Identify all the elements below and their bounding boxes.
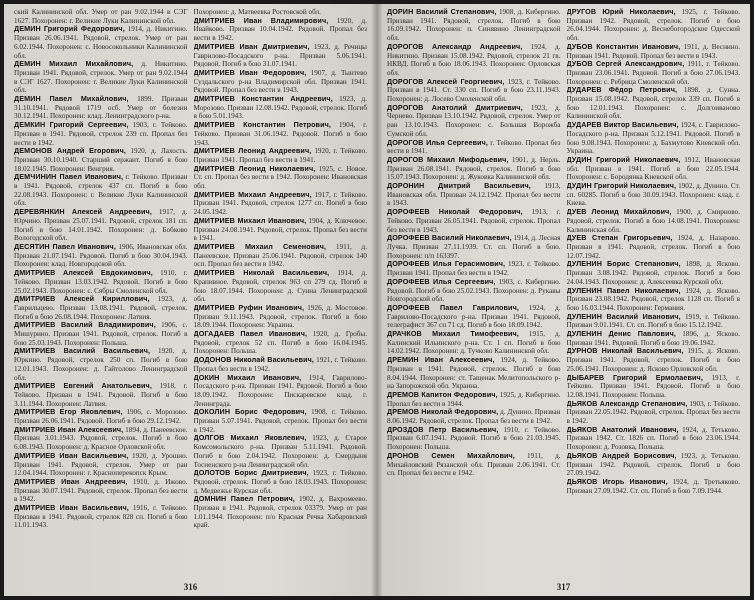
record-details: д. Никитино. Призван 1941. Рядовой, стрелок. Умер от ран 9.02.1944 в СЭГ 1627. Похоронен: г. Великие Луки Калининской обл. bbox=[14, 60, 188, 95]
record-entry bbox=[194, 408, 368, 434]
record-name: ДОРОНИН Дмитрий Васильевич, bbox=[387, 181, 531, 191]
record-entry bbox=[14, 243, 188, 269]
record-name: ДОРОГОВ Анатолий Дмитриевич, bbox=[387, 102, 523, 112]
record-name: ДОЛГОВ Михаил Яковлевич, bbox=[193, 433, 307, 443]
record-details: 1898, д. Ясково. Призван 3.08.1942. Рядовой, стрелок. Погиб в бою 24.04.1943. Похоронен: д. Алексеевка Курской обл. bbox=[566, 260, 740, 286]
record-entry bbox=[14, 347, 188, 382]
record-entry bbox=[387, 391, 561, 408]
record-name: ДЬЯКОВ Андрей Борисович, bbox=[566, 450, 677, 460]
record-entry bbox=[194, 165, 368, 191]
record-details: 1904, г. Тейково. Призван 31.06.1942. Рядовой. Погиб в бою 1943. bbox=[193, 121, 367, 147]
record-name: ДМИТРИЕВ Иван Васильевич, bbox=[14, 503, 129, 513]
record-entry bbox=[194, 191, 368, 217]
record-details: 1906, Ивановская обл. Призван 21.07.1941. Рядовой. Погиб в бою 30.04.1943. Похоронен: клад. Новгородской обл. bbox=[14, 242, 188, 269]
record-entry bbox=[14, 504, 188, 530]
record-details: Похоронен: д. Матвеевка Ростовской обл. bbox=[193, 8, 321, 16]
record-name: ДЬЯКОВ Анатолий Иванович, bbox=[566, 424, 679, 434]
record-name: ДМИТРИЕВ Леонид Николаевич, bbox=[193, 163, 316, 173]
record-name: ДМИТРИЕВ Иван Владимирович, bbox=[193, 15, 329, 25]
record-entry bbox=[387, 356, 561, 391]
record-entry bbox=[567, 8, 741, 43]
record-details: 1904, д. Ключевое. Призван 24.08.1941. Рядовой, стрелок. Пропал без вести в 1941. bbox=[193, 216, 367, 243]
record-entry bbox=[194, 434, 368, 469]
record-name: ДРЕМИН Иван Алексеевич, bbox=[387, 355, 495, 365]
record-name: ДЕМКИН Григорий Сергеевич, bbox=[14, 120, 129, 130]
record-details: 1917, г. Тейково. Призван 1941. Рядовой, стрелок 1277 сп. Погиб в бою 24.05.1942. bbox=[193, 190, 367, 217]
record-entry bbox=[567, 426, 741, 452]
record-name: ДОРОГОВ Алексей Георгиевич, bbox=[387, 76, 505, 86]
record-name: ДЕМИН Павел Михайлович, bbox=[14, 94, 129, 104]
record-entry bbox=[567, 330, 741, 347]
record-entry bbox=[14, 382, 188, 408]
record-name: ДУЕВ Леонид Михайлович, bbox=[566, 207, 672, 217]
record-details: 1908, г. Тейково. Призван 5.07.1941. Рядовой, стрелок. Пропал без вести в 1942. bbox=[193, 408, 367, 434]
record-name: ДОРОФЕЕВ Илья Герасимович, bbox=[387, 259, 506, 269]
record-details: 1924, д. Тейково. Призван в 1941. Рядовой, стрелок. Погиб в бою 8.04.1944. Похоронен: ст. Тащенак Мелитопольского р-на Запорожской обл. Украина. bbox=[387, 356, 561, 391]
record-name: ДРУГОВ Юрий Николаевич, bbox=[566, 8, 676, 16]
record-name: ДМИТРИЕВ Николай Васильевич, bbox=[193, 268, 330, 278]
record-details: г. Тейково. Пропал без вести в 1941. bbox=[387, 138, 561, 156]
record-details: 1899. Призван 31.10.1941. Рядовой 1719 осб. Умер от болезни 30.12.1941. Похоронен: клад. Ленинградского р-на. bbox=[14, 95, 188, 121]
record-entry bbox=[387, 156, 561, 182]
record-entry bbox=[194, 217, 368, 243]
record-name: ДУЛЕНИН Василий Иванович, bbox=[566, 311, 681, 321]
record-entry bbox=[567, 121, 741, 156]
record-details: 1923, д. Гаврильцево. Призван 13.08.1941. Рядовой, стрелок. Погиб в бою 26.08.1944. Похоронен: Латвия. bbox=[14, 295, 188, 321]
record-details: 1923, г. Тейково. Рядовой, стрелок. Погиб в бою 18.03.1943. Похоронен: д. Медвежье Курская обл. bbox=[193, 469, 367, 495]
left-page bbox=[4, 4, 377, 596]
record-name: ДМИТРИЕВ Михаил Иванович, bbox=[193, 215, 307, 225]
record-details: 1914, д. Крапивное. Рядовой, стрелок 963 сп 279 сд. Погиб в бою 18.07.1944. Похоронен: д. Сунна Ленинградской обл. bbox=[193, 269, 367, 304]
record-name: ДОРОФЕЕВ Николай Федорович, bbox=[387, 207, 523, 217]
record-entry bbox=[567, 287, 741, 313]
record-details: 1921, г. Тейково. Пропал без вести в 1942. bbox=[193, 356, 367, 373]
page-number: 317 bbox=[556, 582, 571, 592]
record-name: ДМИТРИЕВ Иван Алексеевич, bbox=[14, 424, 124, 434]
record-details: 1926, д. Мостовое. Призван 9.11.1943. Рядовой, стрелок. Погиб в бою 18.09.1944. Похоронен: Украина. bbox=[193, 303, 367, 330]
record-entry bbox=[194, 304, 368, 330]
gutter-shadow bbox=[377, 4, 383, 596]
record-name: ДМИТРИЕВ Михаил Семенович, bbox=[193, 241, 327, 251]
record-name: ДМИТРИЕВ Леонид Андреевич, bbox=[193, 146, 312, 156]
record-entry bbox=[567, 43, 741, 60]
record-details: 1924, д. Тетьково. Призван 1942. Ст. 1826 сп. Погиб в бою 23.06.1944. Похоронен: д. Розовка, Польша. bbox=[566, 425, 740, 452]
record-name: ДОРОГОВ Александр Андреевич, bbox=[387, 41, 523, 51]
record-entry bbox=[14, 25, 188, 60]
record-name: ДМИТРИЕВ Алексей Евдокимович, bbox=[14, 268, 153, 278]
record-details: 1906, с. Морозово. Призван 26.06.1941. Рядовой. Погиб в бою 29.12.1942. bbox=[14, 408, 188, 426]
record-name: ДОМНИН Павел Петрович, bbox=[193, 494, 295, 504]
record-entry bbox=[14, 95, 188, 121]
record-details: 1923, д. Морозово. Призван 12.08.1942. Рядовой, стрелок. Погиб в бою 5.01.1943. bbox=[193, 95, 367, 121]
left-column-1 bbox=[14, 8, 188, 578]
record-entry bbox=[567, 400, 741, 426]
record-entry bbox=[14, 8, 188, 25]
record-details: 1916, г. Тейково. Призван в 1941. Рядовой, стрелок 828 сп. Погиб в бою 11.01.1943. bbox=[14, 504, 188, 530]
record-details: 1923, д. Чернево. Призван 13.10.1942. Рядовой, стрелок. Умер от ран 13.10.1943. Похоронен: с. Большая Ворожба Сумской обл. bbox=[387, 103, 561, 138]
record-name: ДМИТРИЕВ Иван Васильевич, bbox=[14, 450, 129, 460]
record-entry bbox=[194, 469, 368, 495]
record-entry bbox=[567, 478, 741, 495]
record-entry bbox=[387, 260, 561, 277]
record-name: ДМИТРИЕВ Иван Дмитриевич, bbox=[193, 41, 310, 51]
record-name: ДЕМЧИНИН Павел Иванович, bbox=[14, 172, 124, 182]
record-name: ДЕМИН Михаил Михайлович, bbox=[14, 59, 134, 69]
record-name: ДРЕМОВ Капитон Федорович, bbox=[387, 389, 498, 399]
record-entry bbox=[14, 173, 188, 208]
record-entry bbox=[194, 147, 368, 164]
record-details: 1910, г. Тейково. Призван 13.03.1942. Рядовой. Погиб в бою 25.02.1943. Похоронен: с. Сябры Смоленской обл. bbox=[14, 269, 188, 295]
record-entry bbox=[194, 330, 368, 356]
record-details: 1920, д. Лахость. Призван 30.10.1940. Старший сержант. Погиб в бою 18.02.1945. Похоронен: Венгрия. bbox=[14, 147, 188, 173]
record-entry bbox=[194, 95, 368, 121]
record-entry bbox=[194, 17, 368, 43]
record-entry bbox=[14, 408, 188, 425]
record-entry bbox=[567, 86, 741, 121]
record-name: ДУДАРЕВ Виктор Васильевич, bbox=[566, 120, 679, 130]
record-entry bbox=[194, 374, 368, 409]
record-entry bbox=[567, 234, 741, 260]
record-details: 1894, д. Панеевское. Призван 3.01.1943. Рядовой, стрелок. Погиб в бою 6.08.1943. Похоронен: д. Красное Орловской обл. bbox=[14, 425, 188, 452]
book-spread bbox=[4, 4, 750, 596]
record-name: ДЬЯКОВ Александр Степанович, bbox=[566, 398, 688, 408]
record-name: ДЕМИН Григорий Федорович, bbox=[14, 24, 125, 34]
record-name: ДУДИН Григорий Николаевич, bbox=[566, 154, 681, 164]
record-entry bbox=[387, 208, 561, 234]
record-entry bbox=[387, 78, 561, 104]
record-entry bbox=[567, 347, 741, 373]
record-entry bbox=[387, 330, 561, 356]
right-column-2 bbox=[567, 8, 741, 578]
record-entry bbox=[567, 313, 741, 330]
left-page-columns bbox=[14, 8, 367, 578]
record-details: 1920, д. Гробы. Рядовой, стрелок 52 сп. Погиб в бою 16.04.1945. Похоронен: Польша. bbox=[193, 330, 367, 356]
record-entry bbox=[14, 478, 188, 504]
record-details: 1925, г. Тейково. Призван 1942. Рядовой, стрелок. Погиб в бою 26.04.1944. Похоронен: д. Веснебогородское Одесской обл. bbox=[566, 8, 740, 43]
record-entry bbox=[194, 43, 368, 69]
record-name: ДЕСЯТИН Павел Иванович, bbox=[14, 241, 116, 251]
record-details: 1924, д. Никитино. Призван 15.08.1942. Рядовой, стрелок 21 гв. НКВД. Погиб в бою 18.06.1943. Похоронен: Орловская обл. bbox=[387, 42, 561, 77]
record-details: 1924, д. Третьяково. Призван 27.09.1942. Ст. сп. Погиб в бою 7.09.1944. bbox=[566, 477, 740, 495]
record-name: ДОРОГОВ Илья Сергеевич, bbox=[387, 137, 488, 147]
record-details: 1900, д. Смирново. Рядовой, стрелок. Погиб в бою 14.08.1941. Похоронен: Калининская обл. bbox=[566, 208, 740, 234]
record-entry bbox=[567, 374, 741, 400]
record-details: г. Тейково. Призван в 1941. Рядовой, стрелок 437 сп. Погиб в бою 22.08.1943. Похоронен: г. Великие Луки Калининской обл. bbox=[14, 173, 188, 208]
record-details: 1923, д. Старое Комсомольского р-на. Призван 5.11.1941. Рядовой. Погиб в бою 2.04.1942. Похоронен: д. Смердыня Тосненского р-на Ленинградской обл. bbox=[193, 434, 367, 469]
record-name: ДРОЗДОВ Петр Васильевич, bbox=[387, 424, 499, 434]
record-name: ДОРОФЕЕВ Павел Гаврилович, bbox=[387, 302, 519, 312]
record-name: ДОРОФЕЕВ Илья Сергеевич, bbox=[387, 276, 496, 286]
record-name: ДРАЧКОВ Михаил Тимофеевич, bbox=[387, 329, 519, 339]
record-entry bbox=[387, 426, 561, 452]
record-name: ДУДАРЕВ Фёдор Петрович, bbox=[566, 85, 678, 95]
right-column-1 bbox=[387, 8, 561, 578]
record-details: ский Калининской обл. Умер от ран 9.02.1944 в СЭГ 1627. Похоронен: г. Великие Луки Калининской обл. bbox=[14, 8, 188, 25]
record-entry bbox=[387, 408, 561, 425]
record-entry bbox=[567, 452, 741, 478]
record-details: 1923, г. Тейково. Призван в 1941. Ст. 330 сп. Погиб в бою 23.11.1943. Похоронен: д. Лосево Смоленской обл. bbox=[387, 77, 561, 104]
record-name: ДОРОГОВ Михаил Мифодьевич, bbox=[387, 154, 509, 164]
record-name: ДМИТРИЕВ Егор Яковлевич, bbox=[14, 407, 123, 417]
record-entry bbox=[387, 304, 561, 330]
record-name: ДУЛЕНИН Борис Степанович, bbox=[566, 259, 681, 269]
record-name: ДУБОВ Константин Иванович, bbox=[566, 41, 681, 51]
record-name: ДМИТРИЕВ Евгений Анатольевич, bbox=[14, 381, 152, 391]
record-entry bbox=[14, 269, 188, 295]
record-details: 1920, д. Юркино. Рядовой, стрелок 250 сп. Погиб в бою 12.01.1943. Похоронен: д. Гайтолово Ленинградской обл. bbox=[14, 347, 188, 382]
record-name: ДОГАДАЕВ Павел Иванович, bbox=[193, 329, 308, 339]
record-name: ДМИТРИЕВ Василий Владимирович, bbox=[14, 320, 156, 330]
record-entry bbox=[387, 104, 561, 139]
record-details: 1906, с. Мишурино. Призван 1941. Рядовой, стрелок. Погиб в бою 25.03.1943. Похоронен: Польша. bbox=[14, 321, 188, 347]
record-details: 1907, д. Тынтево Суздальского р-на Владимирской обл. Призван 1941. Рядовой. Пропал без вести в 1943. bbox=[193, 68, 367, 95]
left-column-2 bbox=[194, 8, 368, 578]
record-details: 1924, д. Ясково. Призван 23.08.1942. Рядовой, стрелок 1128 сп. Погиб в бою 16.03.1944. Похоронен: Германия. bbox=[566, 286, 740, 312]
record-name: ДМИТРИЕВ Иван Федорович, bbox=[193, 67, 307, 77]
record-entry bbox=[387, 452, 561, 478]
record-entry bbox=[387, 8, 561, 43]
record-entry bbox=[14, 321, 188, 347]
record-entry bbox=[567, 260, 741, 286]
right-page-columns bbox=[387, 8, 740, 578]
record-details: 1913, г. Тейково. Призван 26.05.1941. Рядовой, стрелок. Пропал без вести в 1943. bbox=[387, 208, 561, 234]
record-details: 1919, г. Тейково. Призван 9.01.1941. Ст. сп. Погиб в бою 15.12.1942. bbox=[566, 312, 740, 330]
record-entry bbox=[14, 452, 188, 478]
record-details: 1914, д. Никитино. Призван 26.06.1941. Рядовой, стрелок. Умер от ран 6.02.1944. Похоронен: с. Новосокольники Калининской обл. bbox=[14, 25, 188, 60]
record-details: 1908, д. Кибергино. Призван 1941. Рядовой, стрелок. Погиб в бою 16.09.1942. Похоронен: п. Синявино Ленинградской обл. bbox=[387, 8, 561, 43]
record-name: ДОДОНОВ Николай Васильевич, bbox=[193, 355, 314, 365]
record-details: 1918, г. Тейково. Призван в 1941. Рядовой. Погиб в бою 3.11.1944. Похоронен: Латвия. bbox=[14, 382, 188, 408]
record-details: 1925, с. Новое. Ст. сп. Пропал без вести в 1942. Похоронен: Ивановская обл. bbox=[193, 164, 367, 191]
record-name: ДУБОВ Сергей Александрович, bbox=[566, 59, 685, 69]
record-entry bbox=[567, 156, 741, 182]
record-details: 1902, д. Вахромеево. Призван в 1941. Рядовой, стрелок 03379. Умер от ран 1.01.1944. Похоронен: п/о Красная Речка Хабаровский край. bbox=[193, 495, 367, 530]
record-name: ДЕРЕВЯНКИН Алексей Андреевич, bbox=[14, 207, 152, 217]
record-details: 1920, д. Урошно. Призван 1941. Рядовой, стрелок. Умер от ран 12.04.1944. Похоронен: г. Красноперекопск Крым. bbox=[14, 451, 188, 478]
record-details: 1911, д. Веснино. Призван 1941. Рядовой. Пропал без вести в 1943. bbox=[566, 42, 740, 60]
record-name: ДМИТРИЕВ Иван Андреевич, bbox=[14, 476, 128, 486]
record-details: 1920, г. Тейково. Призван 1941. Пропал без вести в 1941. bbox=[193, 147, 367, 164]
record-details: 1896, д. Ясково. Призван 1941. Рядовой. Погиб в бою 19.06.1942. bbox=[566, 330, 740, 347]
record-details: 1915, д. Ясково. Призван 1941. Рядовой, стрелок. Погиб в бою 25.06.1941. Похоронен: д. Ясково Орловской обл. bbox=[566, 347, 740, 373]
record-entry bbox=[14, 208, 188, 243]
record-entry bbox=[14, 426, 188, 452]
record-name: ДУДИН Григорий Николаевич, bbox=[566, 181, 677, 191]
record-details: 1917, д. Юрчино. Призван 25.07.1941. Рядовой, стрелок 181 сп. Погиб в бою 14.01.1942. Похоронен: д. Бобково Вологодской обл. bbox=[14, 208, 188, 243]
record-name: ДМИТРИЕВ Руфин Иванович, bbox=[193, 302, 305, 312]
record-details: 1903, г. Тейково. Призван 22.05.1942. Рядовой, стрелок. Пропал без вести в 1942. bbox=[566, 399, 740, 426]
record-details: 1924, д. Назарово. Призван в 1941. Рядовой, стрелок. Погиб в бою 12.07.1942. bbox=[566, 234, 740, 260]
record-name: ДОРИН Василий Степанович, bbox=[387, 8, 497, 16]
record-details: 1898, д. Сунна. Призван 15.08.1942. Рядовой, стрелок 339 сп. Погиб в бою 12.01.1943. Похоронен: с. Долгоиваново Калининской обл. bbox=[566, 86, 740, 121]
record-name: ДМИТРИЕВ Алексей Кириллович, bbox=[14, 294, 150, 304]
record-entry bbox=[14, 121, 188, 147]
record-details: 1925, д. Кибергино. Пропал без вести в 1944. bbox=[387, 390, 561, 408]
record-name: ДРОНОВ Семен Михайлович, bbox=[387, 450, 515, 460]
record-entry bbox=[387, 43, 561, 78]
record-name: ДМИТРИЕВ Константин Андреевич, bbox=[193, 94, 333, 104]
record-details: 1910, д. Ижово. Призван 30.07.1941. Рядовой, стрелок. Пропал без вести в 1942. bbox=[14, 477, 188, 504]
record-name: ДОРОФЕЕВ Василий Николаевич, bbox=[387, 233, 512, 243]
record-entry bbox=[14, 60, 188, 95]
record-name: ДЬЯКОВ Игорь Иванович, bbox=[566, 476, 668, 486]
record-details: 1911, г. Тейково. Призван 23.06.1941. Рядовой. Погиб в бою 27.06.1943. Похоронен: с. Ребрица Смоленской обл. bbox=[566, 60, 740, 86]
record-entry bbox=[387, 182, 561, 208]
record-details: 1902, д. Дунино. Ст. сп. 60285. Погиб в бою 30.09.1943. Похоронен: клад. г. Киева. bbox=[566, 182, 740, 208]
record-entry bbox=[567, 182, 741, 208]
record-name: ДОКОЛИН Борис Федорович, bbox=[193, 407, 307, 417]
record-details: 1910, г. Тейково. Призван 6.07.1941. Рядовой. Погиб в бою 21.03.1945. Похоронен: Польша. bbox=[387, 425, 561, 452]
record-entry bbox=[194, 495, 368, 530]
record-details: д. Дунино. Призван 8.06.1942. Рядовой, стрелок. Пропал без вести в 1942. bbox=[387, 408, 561, 426]
record-details: 1924, с. Гаврилово-Посадского р-на. Призван 5.12.1941. Рядовой. Погиб в бою 9.08.1943. Похоронен: д. Бахмутово Киевской обл. Украина. bbox=[566, 121, 740, 156]
record-name: ДРЕМОВ Николай Федорович, bbox=[387, 407, 499, 417]
record-details: 1924, д. Гаврилово-Посадского р-на. Призван 1941. Рядовой, телеграфист 367 сп 71 сд. Погиб в бою 18.09.1942. bbox=[387, 303, 561, 330]
record-entry bbox=[567, 208, 741, 234]
record-entry bbox=[194, 243, 368, 269]
record-details: 1911, д. Панеевское. Призван 25.06.1941. Рядовой, стрелок 140 осп. Пропал без вести в 1942. bbox=[193, 242, 367, 269]
record-entry bbox=[194, 269, 368, 304]
record-entry bbox=[387, 139, 561, 156]
record-name: ДУЛЕНИН Павел Николаевич, bbox=[566, 285, 681, 295]
record-entry bbox=[567, 60, 741, 86]
record-entry bbox=[194, 121, 368, 147]
record-details: 1912, Ивановская обл. Призван в 1941. Погиб в бою 22.05.1944. Похоронен: с. Бородянка Киевской обл. bbox=[566, 155, 740, 182]
record-entry bbox=[14, 147, 188, 173]
record-details: 1913, г. Тейково. Призван 1941. Рядовой. Погиб в бою 12.08.1941. Похоронен: Польша. bbox=[566, 373, 740, 399]
record-entry bbox=[194, 356, 368, 373]
record-details: 1920, д. Ивайково. Призван 10.04.1942. Рядовой. Пропал без вести в 1942. bbox=[193, 16, 367, 43]
record-details: 1903, г. Тейково. Призван в 1941. Рядовой, стрелок 239 сп. Пропал без вести в 1942. bbox=[14, 121, 188, 147]
record-details: 1913, Ивановская обл. Призван 24.12.1942. Пропал без вести в 1943. bbox=[387, 182, 561, 208]
record-entry bbox=[14, 295, 188, 321]
record-details: 1915, д. Калинский Ильинского р-на. Ст. 1 сп. Погиб в бою 14.02.1942. Похоронен: д. Тучково Калининской обл. bbox=[387, 330, 561, 356]
record-details: 1923, г. Тейково. Призван 1941. Пропал без вести в 1942. bbox=[387, 260, 561, 278]
record-name: ДЫБАРЕВ Григорий Ермолаевич, bbox=[566, 372, 703, 382]
record-name: ДУЛЕНИН Денис Павлович, bbox=[566, 329, 676, 339]
record-name: ДУРНОВ Николай Васильевич, bbox=[566, 346, 684, 356]
record-details: 1914, д. Лесная Лучка. Призван 27.11.1939. Ст. сп. Погиб в бою. Похоронен: п/п 163397. bbox=[387, 234, 561, 260]
record-details: 1903, с. Кибергино. Рядовой. Погиб в бою 25.02.1943. Похоронен: д. Рукавы Новгородской обл. bbox=[387, 277, 561, 304]
record-name: ДУЕВ Степан Григорьевич, bbox=[566, 233, 673, 243]
record-name: ДМИТРИЕВ Михаил Андреевич, bbox=[193, 189, 312, 199]
record-name: ДМИТРИЕВ Константин Петрович, bbox=[193, 120, 331, 130]
record-entry bbox=[194, 69, 368, 95]
record-name: ДОКИН Михаил Иванович, bbox=[193, 372, 302, 382]
record-details: 1923, д. Речицы Гаврилово-Посадского р-на. Призван 5.06.1941. Рядовой. Погиб в бою 31.07.1941. bbox=[193, 42, 367, 69]
record-entry bbox=[387, 278, 561, 304]
record-details: 1923, д. Тетьково. Призван 1942. Рядовой, стрелок. Погиб в бою 27.09.1942. bbox=[566, 451, 740, 478]
record-details: 1911, д. Михайловский Рязанской обл. Призван 2.06.1941. Ст. сп. Пропал без вести в 1942. bbox=[387, 451, 561, 478]
record-details: 1901, д. Нерль. Призван 26.08.1941. Рядовой, стрелок. Погиб в бою 15.07.1943. Похоронен: д. Жуковка Калининской обл. bbox=[387, 155, 561, 182]
record-entry bbox=[387, 234, 561, 260]
record-name: ДЕМОНОВ Андрей Егорович, bbox=[14, 146, 126, 156]
page-number: 316 bbox=[183, 582, 198, 592]
record-details: 1914, Гаврилово-Посадского р-на. Призван 1941. Рядовой. Погиб в бою 18.09.1942. Похоронен: Пискаревское клад. г. Ленинграда. bbox=[193, 373, 367, 408]
record-name: ДОЛОТОВ Борис Дмитриевич, bbox=[193, 468, 309, 478]
right-page bbox=[377, 4, 750, 596]
record-name: ДМИТРИЕВ Василий Васильевич, bbox=[14, 346, 151, 356]
